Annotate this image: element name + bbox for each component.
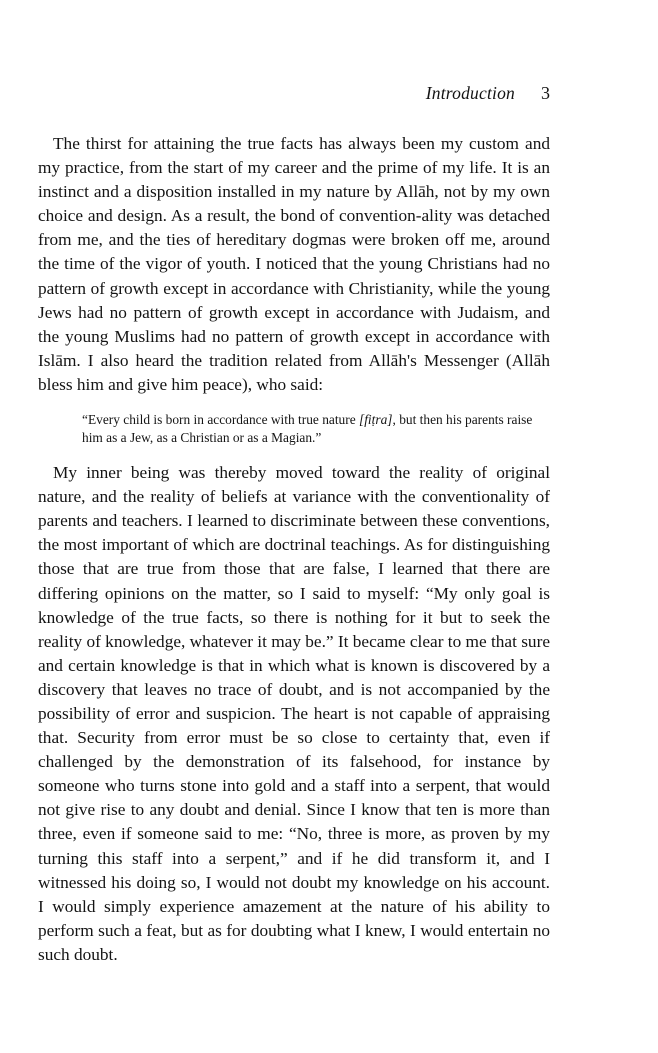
page-number: 3 — [541, 83, 550, 103]
book-page — [38, 0, 550, 1053]
body-text — [38, 132, 550, 967]
paragraph-2: My inner being was thereby moved toward the reality of original nature, and the reality of beliefs at variance with the conventionality of parents and teachers. I learned to discriminate between these conventions, the most important of which are doctrinal teachings. As for distinguishing those that are true from those that are false, I learned that there are differing opinions on the matter, so I said to myself: “My only goal is knowledge of the true facts, so there is nothing for it but to seek the reality of knowledge, whatever it may be.” It became clear to me that sure and certain knowledge is that in which what is known is discovered by a discovery that leaves no trace of doubt, and is not accompanied by the possibility of error and suspicion. The heart is not capable of appraising that. Security from error must be so close to certainty that, even if challenged by the demonstration of its falsehood, for instance by someone who turns stone into gold and a staff into a serpent, that would not give rise to any doubt and denial. Since I know that ten is more than three, even if someone said to me: “No, three is more, as proven by my turning this staff into a serpent,” and if he did transform it, and I witnessed his doing so, I would not doubt my knowledge on his account. I would simply experience amazement at the nature of his ability to perform such a feat, but as for doubting what I knew, I would entertain no such doubt. — [38, 463, 550, 964]
quote-term-fitra: [fiṭra] — [359, 412, 393, 428]
quote-text-start: “Every child is born in accordance with true nature — [82, 412, 359, 428]
running-head — [426, 82, 550, 104]
chapter-title: Introduction — [425, 83, 515, 103]
paragraph-1: The thirst for attaining the true facts has always been my custom and my practice, from the start of my career and the prime of my life. It is an instinct and a disposition installed in my nature by Allāh, not by my own choice and design. As a result, the bond of convention-ality was detached from me, and the ties of hereditary dogmas were broken off me, around the time of the vigor of youth. I noticed that the young Christians had no pattern of growth except in accordance with Christianity, while the young Jews had no pattern of growth except in accordance with Judaism, and the young Muslims had no pattern of growth except in accordance with Islām. I also heard the tradition related from Allāh's Messenger (Allāh bless him and give him peace), who said: — [38, 134, 550, 394]
quote-text-end: , but then his parents raise him as a Jew, as a Christian or as a Magian.” — [82, 412, 533, 446]
hadith-quote — [82, 411, 538, 447]
